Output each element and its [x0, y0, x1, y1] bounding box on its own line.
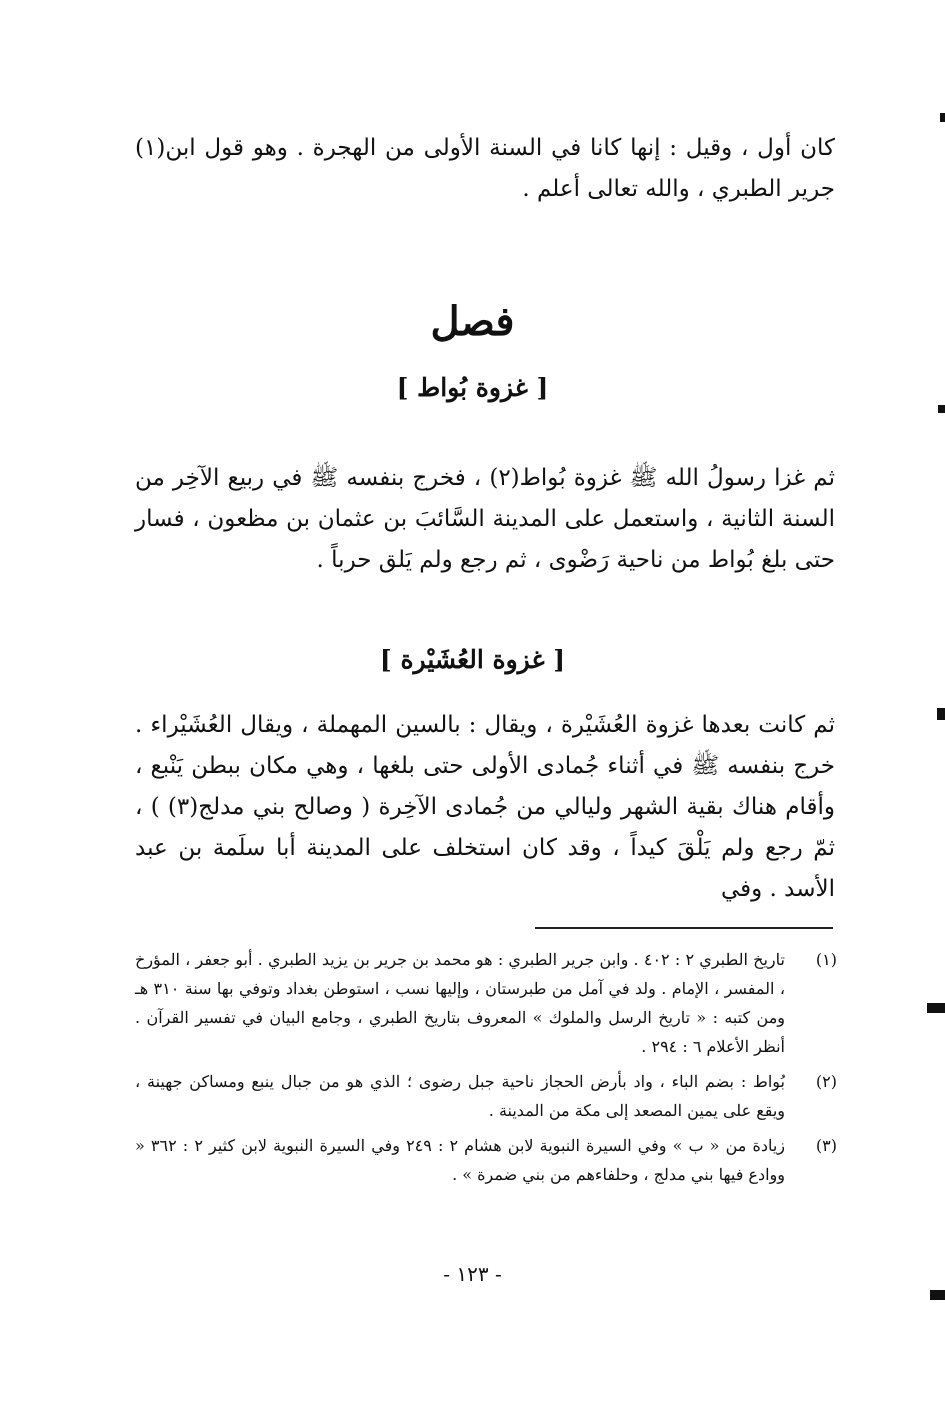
scan-edge-mark — [940, 113, 945, 122]
scan-edge-mark — [938, 405, 945, 413]
paragraph-buwat: ثم غزا رسولُ الله ﷺ غزوة بُواط(٢) ، فخرج بنفسه ﷺ في ربيع الآخِر من السنة الثانية ، واستعمل على المدينة السَّائبَ بن عثمان بن مظعون ، فسار حتى بلغ بُواط من ناحية رَضْوى ، ثم رجع ولم يَلق حرباً . — [135, 465, 835, 573]
scan-edge-mark — [930, 1290, 945, 1300]
chapter-title: فصل — [430, 298, 515, 345]
footnote-number: (٢) — [815, 1072, 837, 1091]
footnote-text: تاريخ الطبري ٢ : ٤٠٢ . وابن جرير الطبري : هو محمد بن جرير بن يزيد الطبري . أبو جعفر ، المؤرخ ، المفسر ، الإمام . ولد في آمل من طبرستان ، وإليها نسب ، استوطن بغداد وتوفي بها سنة ٣١٠ هـ ومن كتبه : « تاريخ الرسل والملوك » المعروف بتاريخ الطبري ، وجامع البيان في تفسير القرآن . أنظر الأعلام ٦ : ٢٩٤ . — [135, 950, 785, 1056]
footnote-text: بُواط : بضم الباء ، واد بأرض الحجاز ناحية جبل رضوى ؛ الذي هو من جبال ينبع ومساكن جهينة ، ويقع على يمين المصعد إلى مكة من المدينة . — [135, 1072, 785, 1120]
footnote-text: زيادة من « ب » وفي السيرة النبوية لابن هشام ٢ : ٢٤٩ وفي السيرة النبوية لابن كثير ٢ : ٣٦٢ « ووادع فيها بني مدلج ، وحلفاءهم من بني ضمرة » . — [135, 1136, 786, 1184]
footnote-2 — [135, 1067, 837, 1125]
paragraph-ushayra: ثم كانت بعدها غزوة العُشَيْرة ، ويقال : بالسين المهملة ، ويقال العُشَيْراء . خرج بنفسه ﷺ في أثناء جُمادى الأولى حتى بلغها ، وهي مكان ببطن يَنْبع ، وأقام هناك بقية الشهر وليالي من جُمادى الآخِرة ( وصالح بني مدلج(٣) ) ، ثمّ رجع ولم يَلْقَ كيداً ، وقد كان استخلف على المدينة أبا سلَمة بن عبد الأسد . وفي — [135, 712, 835, 902]
section-heading-buwat: [ غزوة بُواط ] — [396, 373, 549, 402]
section-heading-ushayra: [ غزوة العُشَيْرة ] — [379, 645, 566, 674]
paragraph-intro: كان أول ، وقيل : إنها كانا في السنة الأولى من الهجرة . وهو قول ابن(١) جرير الطبري ، والله تعالى أعلم . — [135, 135, 835, 202]
page-number: - ١٢٣ - — [443, 1262, 502, 1286]
footnote-separator — [535, 927, 833, 929]
footnote-3 — [135, 1131, 837, 1189]
scan-edge-mark — [927, 1003, 945, 1013]
footnote-number: (١) — [815, 950, 837, 969]
footnote-1 — [135, 945, 837, 1061]
footnotes — [135, 945, 837, 1195]
scan-edge-mark — [937, 708, 945, 720]
footnote-number: (٣) — [815, 1136, 837, 1155]
